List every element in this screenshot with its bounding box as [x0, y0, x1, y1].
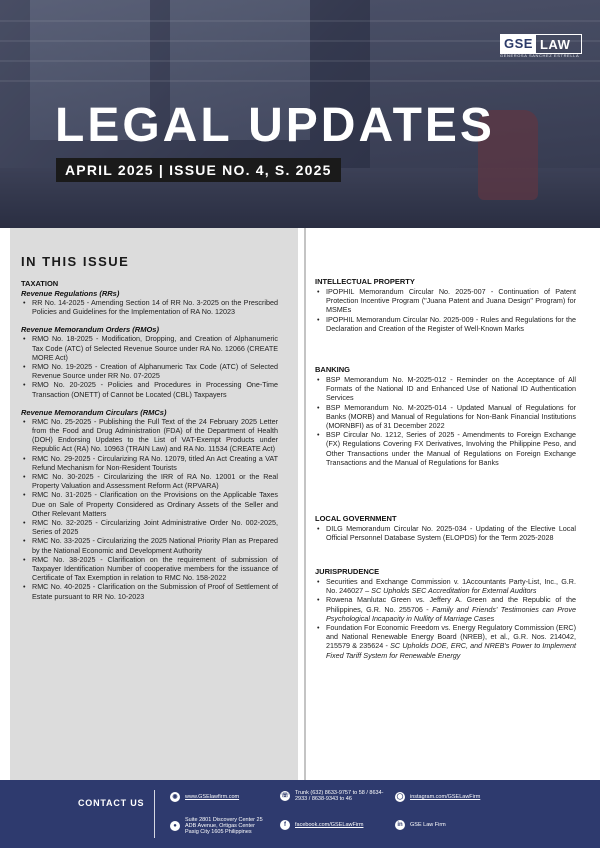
list-item: • BSP Memorandum No. M-2025-014 - Updated Manual of Regulations for Banks (MORB) and Manual of Regulations for Non-Bank Financial Institutions (MORNBFI) as of 31 December 2022 [315, 403, 576, 431]
list-item: • IPOPHIL Memorandum Circular No. 2025-007 - Continuation of Patent Protection Incentive Program ("Juana Patent and Juana Design" Program) for MSMEs [315, 287, 576, 315]
globe-icon: ◉ [170, 792, 180, 802]
list-item: • IPOPHIL Memorandum Circular No. 2025-009 - Rules and Regulations for the Declaration and Creation of the Register of Well-Known Marks [315, 315, 576, 333]
case-title: Foundation For Economic Freedom vs. Energy Regulatory Commission (ERC) and National Renewable Energy Board (NREB), et al., G.R. Nos. 214042, 215579 & 235624 - [326, 623, 576, 651]
list-item: • RMC No. 25-2025 - Publishing the Full Text of the 24 February 2025 Letter from the Food and Drug Administration (FDA) of the Department of Health (DOH) Endorsing Updates to the List of VAT-Exempt Products under Republic Act (RA) No. 10963 (TRAIN Law) and RA No. 11534 (CREATE Act) [21, 417, 278, 454]
list-item: • RMC No. 32-2025 - Circularizing Joint Administrative Order No. 002-2025, Series of 2025 [21, 518, 278, 536]
list-item: • DILG Memorandum Circular No. 2025-034 - Updating of the Elective Local Official Personnel Database System (ELOPDS) for the Term 2025-2028 [315, 524, 576, 542]
website-link[interactable]: ◉ www.GSElawfirm.com [170, 792, 270, 802]
section-heading: LOCAL GOVERNMENT [315, 514, 397, 523]
content-area [0, 228, 600, 780]
subsection-heading: Revenue Regulations (RRs) [21, 289, 120, 298]
section-heading: JURISPRUDENCE [315, 567, 380, 576]
list-item [315, 577, 576, 595]
rr-list [21, 298, 278, 316]
list-item: • RR No. 14-2025 - Amending Section 14 of RR No. 3-2025 on the Prescribed Policies and Guidelines for the Implementation of RA No. 12023 [21, 298, 278, 316]
rmc-list [21, 417, 278, 601]
list-item: • RMO No. 19-2025 - Creation of Alphanumeric Tax Code (ATC) of Selected Revenue Source under RR No. 07-2025 [21, 362, 278, 380]
list-item: • RMC No. 30-2025 - Circularizing the IRR of RA No. 12001 or the Real Property Valuation and Assessment Reform Act (RPVARA) [21, 472, 278, 490]
facebook-link[interactable]: f facebook.com/GSELawFirm [280, 820, 390, 830]
section-heading: INTELLECTUAL PROPERTY [315, 277, 415, 286]
list-item: • RMC No. 38-2025 - Clarification on the requirement of submission of Taxpayer Identification Number of cooperative members for the issuance of Certificate of Tax Exemption in relation to RMC No. 158-2022 [21, 555, 278, 583]
banking-list [315, 375, 576, 467]
rmo-list [21, 334, 278, 398]
location-icon: ● [170, 821, 180, 831]
jurisprudence-section [315, 567, 576, 660]
subsection-heading: Revenue Memorandum Circulars (RMCs) [21, 407, 167, 417]
list-item: • BSP Circular No. 1212, Series of 2025 - Amendments to Foreign Exchange (FX) Regulations Covering FX Derivatives, Involving the Philippine Peso, and Other Transactions under the Manual of Regulations on Foreign Exchange Transactions and the Manual of Regulations for Banks [315, 430, 576, 467]
case-ruling: SC Upholds DOE, ERC, and NREB's Power to Implement Fixed Tariff System for Renewable Energy [326, 641, 576, 660]
ip-list [315, 287, 576, 333]
footer [0, 780, 600, 848]
toc-heading: IN THIS ISSUE [21, 254, 130, 269]
linkedin-link[interactable]: in GSE Law Firm [395, 820, 505, 830]
phone-icon: ☏ [281, 793, 289, 799]
case-ruling: Family and Friends' Testimonies can Prove Psychological Incapacity in Nullity of Marriage Cases [326, 604, 576, 623]
section-heading: BANKING [315, 365, 350, 374]
contact-label: CONTACT US [78, 798, 145, 808]
case-title: Securities and Exchange Commission v. 1Accountants Party-List, Inc., G.R. No. 246027 – [326, 577, 576, 596]
list-item [315, 595, 576, 623]
local-list [315, 524, 576, 542]
list-item: • RMC No. 33-2025 - Circularizing the 2025 National Priority Plan as Prepared by the National Economic and Development Authority [21, 536, 278, 554]
list-item: • RMO No. 20-2025 - Policies and Procedures in Processing One-Time Transaction (ONETT) of Cannot be Located (CBL) Taxpayers [21, 380, 278, 398]
taxation-section [21, 279, 278, 601]
phone-info: ☏ Trunk (632) 8633-9757 to 58 / 8634-2933 / 8638-9343 to 46 [281, 790, 384, 802]
list-item: • RMC No. 31-2025 - Clarification on the Provisions on the Applicable Taxes Due on Sale of Property Considered as Ordinary Assets of the Seller and Other Relevant Matters [21, 490, 278, 518]
facebook-icon: f [280, 820, 290, 830]
subsection-heading: Revenue Memorandum Orders (RMOs) [21, 325, 159, 335]
list-item: • RMO No. 18-2025 - Modification, Dropping, and Creation of Alphanumeric Tax Code (ATC) of Selected Revenue Source under RA No. 12066 (CREATE MORE Act) [21, 334, 278, 362]
case-ruling: SC Upholds SEC Accreditation for External Auditors [371, 586, 537, 596]
list-item: • BSP Memorandum No. M-2025-012 - Reminder on the Acceptance of All Formats of the National ID and Enhanced Use of National ID Authentication Services [315, 375, 576, 403]
instagram-icon: ◯ [396, 794, 404, 800]
banking-section [315, 365, 576, 467]
section-heading: TAXATION [21, 279, 59, 288]
footer-divider [154, 790, 155, 838]
page-title: LEGAL UPDATES [55, 99, 495, 152]
list-item: • RMC No. 29-2025 - Circularizing RA No. 12079, titled An Act Creating a VAT Refund Mechanism for Non-Resident Tourists [21, 454, 278, 472]
ip-section [315, 277, 576, 333]
issue-banner: APRIL 2025 | ISSUE NO. 4, S. 2025 [56, 158, 341, 182]
hero-banner [0, 0, 600, 228]
address: ● Suite 2801 Discovery Center 25 ADB Avenue, Ortigas Center Pasig City 1605 Philippines [170, 817, 270, 835]
list-item: • RMC No. 40-2025 - Clarification on the Submission of Proof of Settlement of Estate pursuant to RR No. 10-2023 [21, 582, 278, 600]
case-title: Rowena Manlutac Green vs. Jeffery A. Green and the Republic of the Philippines, G.R. No. 255706 - [326, 595, 576, 614]
local-government-section [315, 514, 576, 542]
logo-subtitle: GENEROSA SANCHEZ ESTRELLA [500, 53, 580, 58]
instagram-link[interactable]: ◯ instagram.com/GSELawFirm [396, 794, 481, 800]
jurisprudence-list [315, 577, 576, 660]
gse-law-logo: GSE LAW [500, 34, 582, 54]
linkedin-icon: in [395, 820, 405, 830]
list-item [315, 623, 576, 660]
